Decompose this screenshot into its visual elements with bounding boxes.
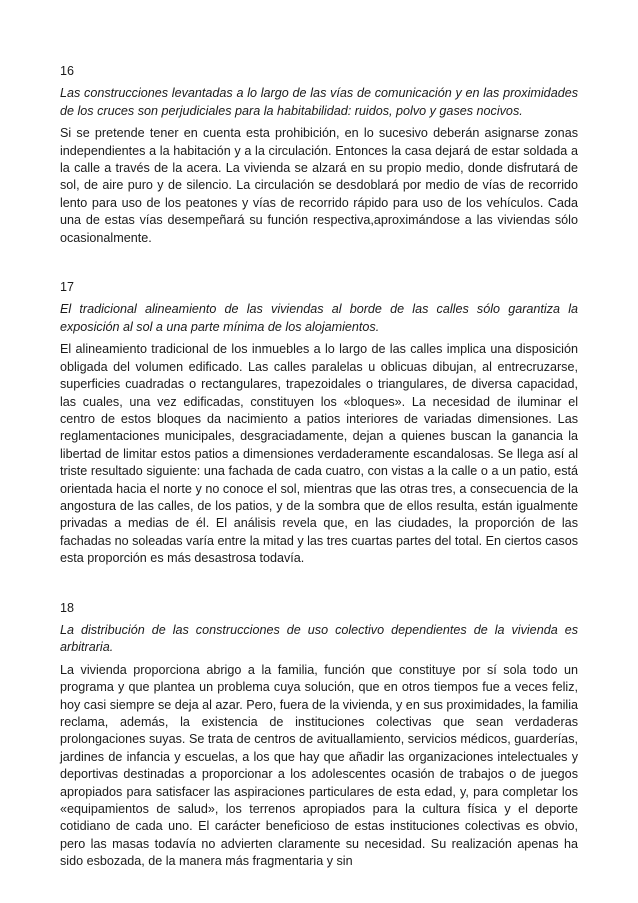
section-number: 17 bbox=[60, 280, 75, 295]
document-page bbox=[60, 63, 578, 871]
section-body: Si se pretende tener en cuenta esta prohibición, en lo sucesivo deberán asignarse zonas independientes a la habitación y a la circulación. Entonces la casa dejará de estar soldada a la calle a través de la acera. La vivienda se alzará en su propio medio, donde disfrutará de sol, de aire puro y de silencio. La circulación se desdoblará por medio de vías de recorrido lento para uso de los peatones y vías de recorrido rápido para uso de los vehículos. Cada una de estas vías desempeñará su función respectiva,aproximándose a las viviendas sólo ocasionalmente. bbox=[60, 126, 578, 245]
section-body: El alineamiento tradicional de los inmuebles a lo largo de las calles implica una disposición obligada del volumen edificado. Las calles paralelas u oblicuas dibujan, al entrecruzarse, superficies cuadradas o rectangulares, trapezoidales o triangulares, de diversa capacidad, las cuales, una vez edificadas, constituyen los «bloques». La necesidad de iluminar el centro de estos bloques da nacimiento a patios interiores de variadas dimensiones. Las reglamentaciones municipales, desgraciadamente, dejan a quienes buscan la ganancia la libertad de limitar estos patios a dimensiones verdaderamente escandalosas. Se llega así al triste resultado siguiente: una fachada de cada cuatro, con vistas a la calle o a un patio, está orientada hacia el norte y no conoce el sol, mientras que las otras tres, a consecuencia de la angostura de las calles, de los patios, y de la sombra que de ellos resulta, están igualmente privadas a medias de él. El análisis revela que, en las ciudades, la proporción de las fachadas no soleadas varía entre la mitad y las tres cuartas partes del total. En ciertos casos esta proporción es más desastrosa todavía. bbox=[60, 342, 579, 566]
section-body: La vivienda proporciona abrigo a la familia, función que constituye por sí sola todo un programa y que plantea un problema cuya solución, que en otros tiempos fue a veces feliz, hoy casi siempre se deja al azar. Pero, fuera de la vivienda, y en sus proximidades, la familia reclama, además, la existencia de instituciones colectivas que sean verdaderas prolongaciones suyas. Se trata de centros de avituallamiento, servicios médicos, guarderías, jardines de infancia y escuelas, a los que hay que añadir las organizaciones intelectuales y deportivas destinadas a proporcionar a los adolescentes ocasión de trabajos o de juegos apropiados para satisfacer las aspiraciones particulares de esta edad, y, para completar los «equipamientos de salud», los terrenos apropiados para la cultura física y el deporte cotidiano de cada uno. El carácter beneficioso de estas instituciones colectivas es obvio, pero las masas todavía no advierten claramente su necesidad. Su realización apenas ha sido esbozada, de la manera más fragmentaria y sin bbox=[60, 662, 579, 869]
section-18 bbox=[60, 600, 578, 871]
section-16 bbox=[60, 63, 578, 247]
section-17 bbox=[60, 279, 578, 568]
section-heading: Las construcciones levantadas a lo largo de las vías de comunicación y en las proximidades de los cruces son perjudiciales para la habitabilidad: ruidos, polvo y gases nocivos. bbox=[60, 86, 578, 118]
section-number: 18 bbox=[60, 600, 75, 615]
section-heading: La distribución de las construcciones de uso colectivo dependientes de la vivienda es arbitraria. bbox=[60, 622, 578, 655]
section-heading: El tradicional alineamiento de las viviendas al borde de las calles sólo garantiza la exposición al sol a una parte mínima de los alojamientos. bbox=[60, 302, 578, 334]
section-number: 16 bbox=[60, 64, 75, 78]
